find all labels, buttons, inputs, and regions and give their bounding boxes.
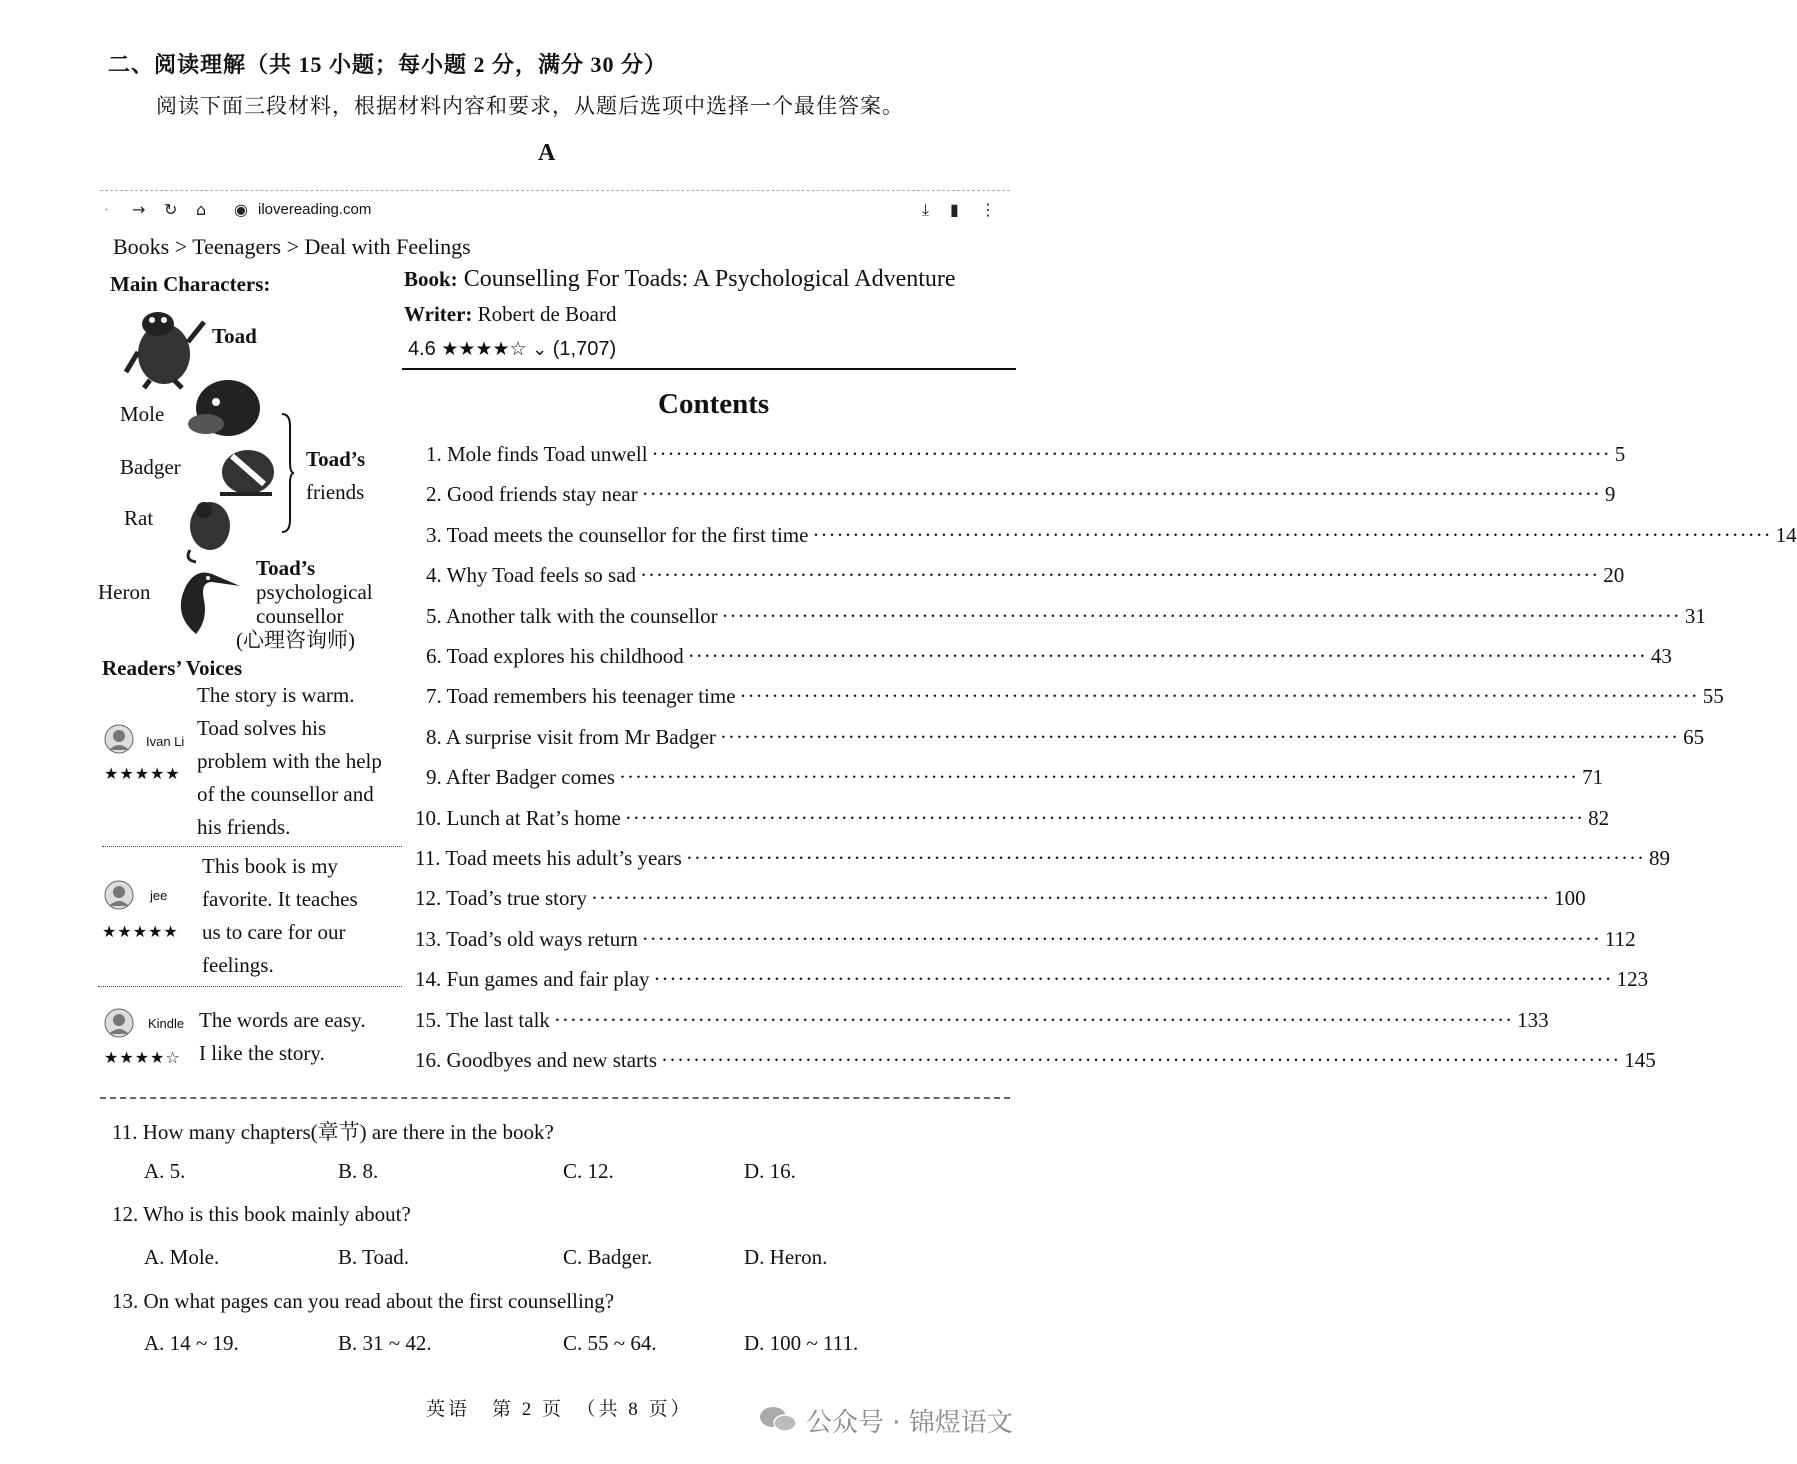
section-divider: [100, 1097, 1010, 1099]
toc-row: [426, 604, 1706, 634]
toc-leader-dots: ························································································································: [685, 846, 1646, 870]
toc-chapter-title: 15. The last talk: [415, 1008, 550, 1032]
review-line: feelings.: [202, 953, 274, 977]
mole-illustration: [186, 378, 262, 442]
review-stars: ★★★★★: [104, 764, 181, 783]
toc-row: [426, 482, 1616, 512]
review-line: of the counsellor and: [197, 782, 374, 806]
rating-value: 4.6: [408, 338, 436, 360]
toc-leader-dots: ························································································································: [641, 927, 1601, 951]
toc-page-number: 100: [1554, 886, 1586, 910]
rat-illustration: [180, 496, 240, 564]
toc-chapter-title: 3. Toad meets the counsellor for the first time: [426, 523, 809, 547]
url-text[interactable]: ilovereading.com: [258, 201, 372, 218]
toc-leader-dots: ························································································································: [618, 765, 1579, 789]
mole-label: Mole: [120, 402, 165, 426]
toc-row: [415, 806, 1610, 836]
watermark: 公众号 · 锦煜语文: [806, 1408, 1013, 1438]
writer-name: Robert de Board: [477, 302, 617, 326]
toc-chapter-title: 10. Lunch at Rat’s home: [415, 806, 621, 830]
back-arrow-icon[interactable]: ·: [104, 200, 110, 219]
toc-row: [415, 1008, 1549, 1038]
toc-row: [415, 967, 1649, 997]
rating-stars: ★★★★☆: [441, 338, 527, 360]
toc-chapter-title: 6. Toad explores his childhood: [426, 644, 684, 668]
toc-chapter-title: 8. A surprise visit from Mr Badger: [426, 725, 716, 749]
reviewer-avatar: [104, 724, 134, 754]
option-13-a: A. 14 ~ 19.: [144, 1331, 239, 1355]
toc-page-number: 145: [1624, 1048, 1656, 1072]
toc-page-number: 133: [1517, 1008, 1549, 1032]
toc-chapter-title: 16. Goodbyes and new starts: [415, 1048, 658, 1072]
badger-label: Badger: [120, 455, 181, 479]
option-12-c: C. Badger.: [563, 1245, 653, 1269]
option-13-c: C. 55 ~ 64.: [563, 1331, 657, 1355]
option-11-b: B. 8.: [338, 1159, 379, 1183]
contents-title: Contents: [658, 388, 770, 420]
toc-page-number: 5: [1614, 442, 1626, 466]
toc-row: [426, 765, 1604, 795]
toc-row: [426, 523, 1797, 553]
toc-chapter-title: 14. Fun games and fair play: [415, 967, 650, 991]
toc-row: [415, 927, 1636, 957]
reviewer-name: Kindle: [148, 1016, 185, 1031]
readers-voices-title: Readers’ Voices: [102, 656, 243, 680]
option-12-a: A. Mole.: [144, 1245, 220, 1269]
rating-divider: [402, 368, 1016, 370]
toc-page-number: 55: [1702, 684, 1724, 708]
friends-label-line1: Toad’s: [306, 447, 366, 471]
review-separator: [102, 846, 402, 847]
review-line: us to care for our: [202, 920, 346, 944]
review-line: problem with the help: [197, 749, 382, 773]
book-title-line: [404, 266, 956, 293]
option-13-b: B. 31 ~ 42.: [338, 1331, 432, 1355]
forward-arrow-icon[interactable]: →: [132, 200, 146, 219]
counsellor-label: [236, 556, 373, 652]
counsellor-label-line3: counsellor: [256, 604, 344, 628]
toc-page-number: 112: [1604, 927, 1636, 951]
toc-leader-dots: ························································································································: [661, 1048, 1621, 1072]
reviewer-name: Ivan Li: [146, 734, 185, 749]
toc-chapter-title: 13. Toad’s old ways return: [415, 927, 638, 951]
review-line: The story is warm.: [197, 683, 355, 707]
toc-leader-dots: ························································································································: [719, 725, 1680, 749]
toc-row: [426, 563, 1625, 593]
question-13: 13. On what pages can you read about the first counselling?: [112, 1289, 615, 1313]
toc-row: [426, 684, 1724, 714]
writer-label: Writer:: [404, 302, 473, 326]
toc-chapter-title: 5. Another talk with the counsellor: [426, 604, 718, 628]
option-11-c: C. 12.: [563, 1159, 614, 1183]
review-text: [199, 1004, 366, 1070]
toc-page-number: 71: [1582, 765, 1604, 789]
review-stars: ★★★★★: [102, 922, 179, 941]
tab-icon[interactable]: ▮: [950, 200, 959, 219]
breadcrumb: Books > Teenagers > Deal with Feelings: [113, 234, 471, 259]
toc-chapter-title: 9. After Badger comes: [426, 765, 615, 789]
friends-brace: [280, 412, 294, 534]
friends-label-line2: friends: [306, 480, 365, 504]
toc-leader-dots: ························································································································: [624, 806, 1585, 830]
counsellor-label-line2: psychological: [256, 580, 373, 604]
toc-page-number: 82: [1588, 806, 1610, 830]
review-line: The words are easy.: [199, 1008, 366, 1032]
toc-leader-dots: ························································································································: [812, 523, 1772, 547]
wechat-icon: [758, 1404, 798, 1434]
question-12: 12. Who is this book mainly about?: [112, 1202, 411, 1226]
review-text: [202, 850, 358, 982]
rating-count: (1,707): [552, 338, 617, 360]
toc-row: [415, 846, 1671, 876]
writer-line: [404, 302, 616, 327]
review-separator: [98, 986, 402, 987]
toc-row: [415, 886, 1586, 916]
toad-illustration: [124, 302, 210, 388]
review-stars: ★★★★☆: [104, 1048, 181, 1067]
option-13-d: D. 100 ~ 111.: [744, 1331, 859, 1355]
review-text: [197, 679, 382, 844]
toc-chapter-title: 1. Mole finds Toad unwell: [426, 442, 648, 466]
review-line: I like the story.: [199, 1041, 325, 1065]
rat-label: Rat: [124, 506, 154, 530]
heron-illustration: [166, 564, 242, 638]
question-11: 11. How many chapters(章节) are there in the book?: [112, 1120, 554, 1144]
toc-chapter-title: 7. Toad remembers his teenager time: [426, 684, 736, 708]
option-11-d: D. 16.: [744, 1159, 796, 1183]
friends-label: [306, 443, 365, 509]
toc-chapter-title: 11. Toad meets his adult’s years: [415, 846, 682, 870]
toc-page-number: 123: [1616, 967, 1649, 991]
toc-page-number: 20: [1603, 563, 1625, 587]
reload-icon[interactable]: ↻: [164, 200, 178, 219]
site-icon: ◉: [234, 200, 248, 219]
home-icon[interactable]: ⌂: [196, 200, 207, 219]
review-line: favorite. It teaches: [202, 887, 358, 911]
toc-leader-dots: ························································································································: [641, 482, 1601, 506]
instructions: 阅读下面三段材料，根据材料内容和要求，从题后选项中选择一个最佳答案。: [156, 94, 904, 118]
toc-row: [426, 725, 1705, 755]
toc-page-number: 14: [1775, 523, 1797, 547]
toc-leader-dots: ························································································································: [721, 604, 1681, 628]
toc-page-number: 89: [1649, 846, 1671, 870]
toc-chapter-title: 4. Why Toad feels so sad: [426, 563, 637, 587]
browser-bar: [100, 190, 1010, 230]
toad-label: Toad: [212, 324, 257, 348]
toc-leader-dots: ························································································································: [590, 886, 1551, 910]
main-characters-title: Main Characters:: [110, 272, 271, 296]
option-12-d: D. Heron.: [744, 1245, 828, 1269]
toc-leader-dots: ························································································································: [640, 563, 1600, 587]
passage-letter: A: [538, 140, 556, 166]
option-11-a: A. 5.: [144, 1159, 186, 1183]
toc-page-number: 31: [1684, 604, 1706, 628]
review-line: Toad solves his: [197, 716, 327, 740]
toc-row: [426, 442, 1626, 472]
counsellor-label-line4: (心理咨询师): [236, 628, 355, 652]
review-line: his friends.: [197, 815, 291, 839]
toc-page-number: 9: [1604, 482, 1616, 506]
reviewer-avatar: [104, 880, 134, 910]
section-title: 二、阅读理解（共 15 小题；每小题 2 分，满分 30 分）: [108, 52, 668, 77]
reviewer-name: jee: [150, 888, 168, 903]
toc-leader-dots: ························································································································: [739, 684, 1699, 708]
rating-line: [408, 338, 616, 361]
toc-leader-dots: ························································································································: [653, 967, 1613, 991]
toc-chapter-title: 12. Toad’s true story: [415, 886, 587, 910]
toc-chapter-title: 2. Good friends stay near: [426, 482, 638, 506]
toc-page-number: 65: [1683, 725, 1705, 749]
download-icon[interactable]: ⤓: [922, 200, 930, 219]
book-label: Book:: [404, 267, 458, 291]
chevron-down-icon[interactable]: ⌄: [532, 339, 548, 360]
option-12-b: B. Toad.: [338, 1245, 410, 1269]
reviewer-avatar: [104, 1008, 134, 1038]
toc-leader-dots: ························································································································: [687, 644, 1647, 668]
page-footer: 英语 第 2 页 （共 8 页）: [426, 1399, 693, 1420]
toc-row: [415, 1048, 1656, 1078]
menu-icon[interactable]: ⋮: [980, 200, 996, 219]
counsellor-label-line1: Toad’s: [256, 556, 316, 580]
toc-page-number: 43: [1650, 644, 1672, 668]
review-line: This book is my: [202, 854, 338, 878]
toc-row: [426, 644, 1672, 674]
toc-leader-dots: ························································································································: [651, 442, 1611, 466]
heron-label: Heron: [98, 580, 151, 604]
book-title: Counselling For Toads: A Psychological Adventure: [463, 266, 956, 292]
toc-leader-dots: ························································································································: [553, 1008, 1514, 1032]
badger-illustration: [212, 440, 282, 502]
